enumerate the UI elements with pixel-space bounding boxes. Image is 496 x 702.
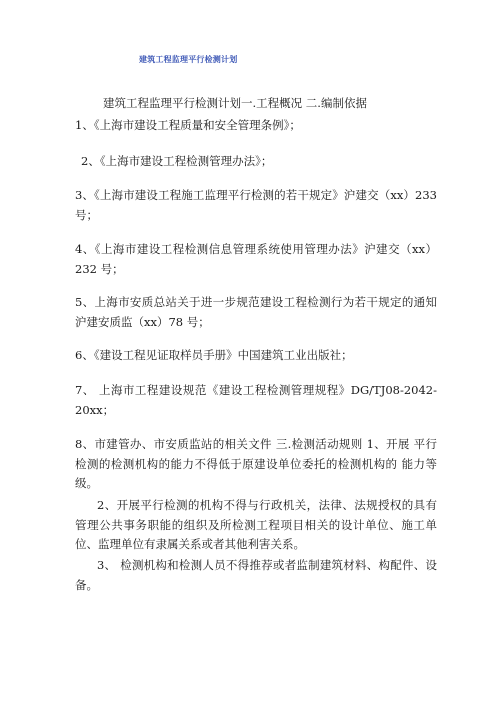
rule-2-paragraph: 2、开展平行检测的机构不得与行政机关，法律、法规授权的具有管理公共事务职能的组织及所检测工程项目相关的设计单位、施工单位、监理单位有隶属关系或者其他利害关系。 — [75, 498, 437, 551]
rule-3-paragraph: 3、 检测机构和检测人员不得推荐或者监制建筑材料、构配件、设备。 — [75, 558, 437, 592]
list-item-1: 1、《上海市建设工程质量和安全管理条例》； — [75, 118, 301, 132]
list-item-5: 5、上海市安质总站关于进一步规范建设工程检测行为若干规定的通知沪建安质监（xx）78 号； — [75, 295, 437, 329]
list-item-8: 8、市建管办、市安质监站的相关文件 三.检测活动规则 1、开展 平行检测的检测机构的能力不得低于原建设单位委托的检测机构的 能力等级。 — [75, 437, 437, 490]
list-item-2: 2、《上海市建设工程检测管理办法》； — [81, 154, 273, 168]
list-item-3: 3、《上海市建设工程施工监理平行检测的若干规定》沪建交（xx）233 号； — [75, 188, 437, 222]
document-header-title: 建筑工程监理平行检测计划 — [139, 55, 238, 64]
list-item-6: 6、《建设工程见证取样员手册》中国建筑工业出版社； — [75, 348, 353, 362]
list-item-4: 4、《上海市建设工程检测信息管理系统使用管理办法》沪建交（xx） 232 号； — [75, 242, 437, 276]
list-item-7: 7、 上海市工程建设规范《建设工程检测管理规程》DG/TJ08-2042-20xx； — [75, 383, 437, 417]
intro-line: 建筑工程监理平行检测计划一.工程概况 二.编制依据 — [103, 96, 367, 110]
